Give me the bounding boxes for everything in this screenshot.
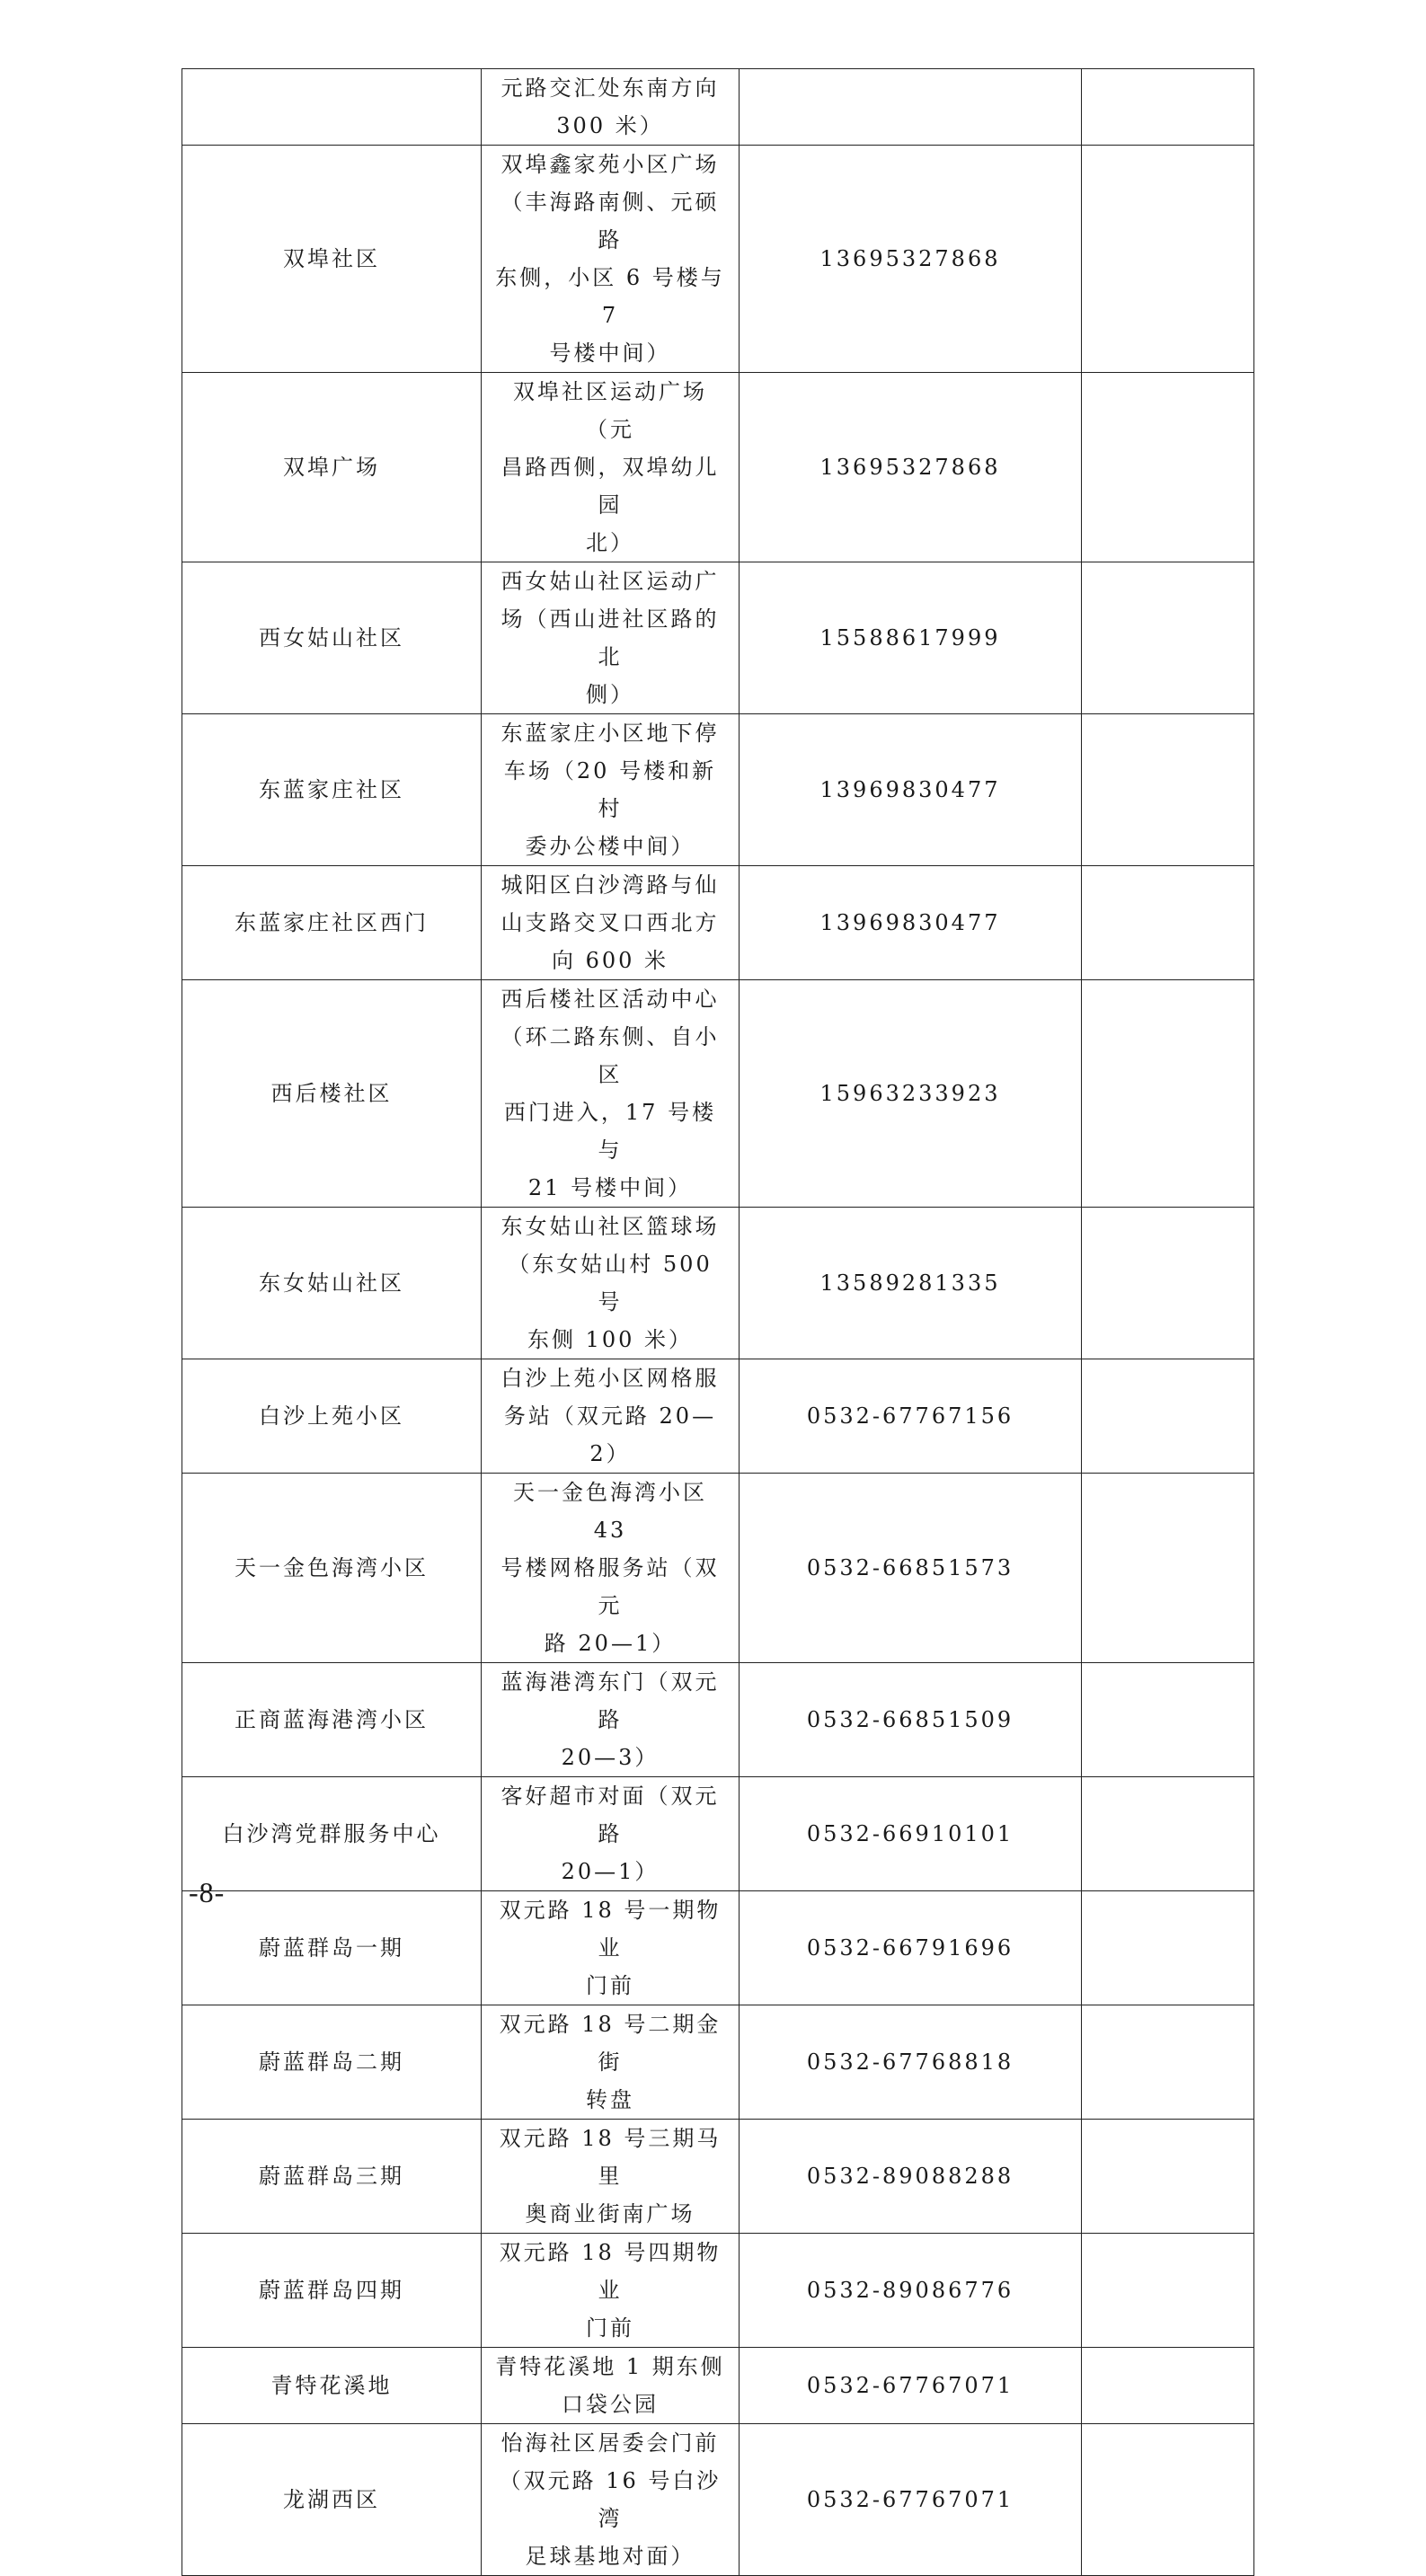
site-address-cell (482, 1891, 740, 2005)
contact-phone-cell: 0532-89088288 (740, 2120, 1082, 2234)
site-name-cell: 东蓝家庄社区 (182, 714, 482, 866)
table-row (182, 373, 1254, 562)
site-address-cell (482, 373, 740, 562)
site-address-cell (482, 2120, 740, 2234)
address-line: 天一金色海湾小区 43 (513, 1480, 707, 1543)
contact-phone-cell: 0532-66791696 (740, 1891, 1082, 2005)
table-row (182, 2424, 1254, 2576)
address-line: 东女姑山社区篮球场 (500, 1214, 720, 1239)
table-row (182, 980, 1254, 1208)
contact-phone-cell: 13695327868 (740, 146, 1082, 373)
note-cell (1082, 980, 1254, 1208)
table-row (182, 1474, 1254, 1663)
table-row (182, 714, 1254, 866)
contact-phone-cell: 0532-67768818 (740, 2005, 1082, 2120)
note-cell (1082, 373, 1254, 562)
table-row (182, 2348, 1254, 2424)
address-line: 务站（双元路 20—2） (503, 1403, 717, 1466)
sampling-sites-table (182, 68, 1254, 2576)
address-line: 双元路 18 号二期金街 (499, 2012, 722, 2075)
site-address-cell (482, 866, 740, 980)
table-row (182, 146, 1254, 373)
address-line: 20—1） (561, 1859, 660, 1884)
address-line: 足球基地对面） (525, 2544, 695, 2569)
site-address-cell (482, 2005, 740, 2120)
contact-phone-cell: 13969830477 (740, 714, 1082, 866)
contact-phone-cell: 0532-66910101 (740, 1777, 1082, 1891)
address-line: 300 米） (556, 113, 664, 138)
site-address-cell (482, 1663, 740, 1777)
page-number: -8- (189, 1876, 226, 1908)
address-line: 白沙上苑小区网格服 (500, 1366, 720, 1391)
table-row (182, 2234, 1254, 2348)
site-address-cell (482, 2348, 740, 2424)
address-line: （环二路东侧、自小区 (500, 1024, 720, 1087)
site-name-cell: 天一金色海湾小区 (182, 1474, 482, 1663)
note-cell (1082, 2005, 1254, 2120)
site-name-cell: 龙湖西区 (182, 2424, 482, 2576)
address-line: 蓝海港湾东门（双元路 (500, 1669, 720, 1732)
site-name-cell: 蔚蓝群岛二期 (182, 2005, 482, 2120)
note-cell (1082, 69, 1254, 146)
address-line: 门前 (586, 2315, 634, 2341)
note-cell (1082, 866, 1254, 980)
contact-phone-cell: 13969830477 (740, 866, 1082, 980)
site-address-cell (482, 980, 740, 1208)
site-name-cell (182, 69, 482, 146)
site-address-cell (482, 1359, 740, 1474)
address-line: 双元路 18 号一期物业 (499, 1898, 722, 1961)
note-cell (1082, 2424, 1254, 2576)
site-address-cell (482, 69, 740, 146)
note-cell (1082, 1208, 1254, 1359)
site-name-cell: 双埠社区 (182, 146, 482, 373)
note-cell (1082, 562, 1254, 714)
contact-phone-cell: 0532-67767071 (740, 2424, 1082, 2576)
site-name-cell: 白沙上苑小区 (182, 1359, 482, 1474)
address-line: 21 号楼中间） (527, 1175, 693, 1200)
site-address-cell (482, 2234, 740, 2348)
address-line: 20—3） (561, 1745, 660, 1770)
table-row (182, 1663, 1254, 1777)
address-line: 山支路交叉口西北方 (500, 910, 720, 935)
contact-phone-cell: 15588617999 (740, 562, 1082, 714)
address-line: 转盘 (586, 2087, 634, 2112)
site-address-cell (482, 1777, 740, 1891)
address-line: 东侧 100 米） (527, 1327, 694, 1352)
address-line: 客好超市对面（双元路 (500, 1784, 720, 1846)
contact-phone-cell: 13695327868 (740, 373, 1082, 562)
address-line: 双元路 18 号三期马里 (499, 2126, 722, 2189)
contact-phone-cell: 0532-66851509 (740, 1663, 1082, 1777)
note-cell (1082, 2120, 1254, 2234)
address-line: 委办公楼中间） (525, 834, 695, 859)
contact-phone-cell: 0532-66851573 (740, 1474, 1082, 1663)
site-address-cell (482, 714, 740, 866)
table-row (182, 1891, 1254, 2005)
address-line: 奥商业街南广场 (525, 2201, 695, 2226)
table-row (182, 2005, 1254, 2120)
site-address-cell (482, 146, 740, 373)
note-cell (1082, 2234, 1254, 2348)
table-row (182, 1208, 1254, 1359)
site-name-cell: 东蓝家庄社区西门 (182, 866, 482, 980)
site-name-cell: 正商蓝海港湾小区 (182, 1663, 482, 1777)
note-cell (1082, 714, 1254, 866)
note-cell (1082, 1777, 1254, 1891)
address-line: 口袋公园 (562, 2392, 659, 2417)
address-line: 路 20—1） (544, 1631, 677, 1656)
site-name-cell: 青特花溪地 (182, 2348, 482, 2424)
table-row (182, 562, 1254, 714)
address-line: 西门进入，17 号楼与 (503, 1100, 717, 1163)
address-line: （东女姑山村 500 号 (508, 1252, 713, 1315)
address-line: （双元路 16 号白沙湾 (499, 2468, 722, 2531)
address-line: 昌路西侧，双埠幼儿园 (500, 455, 720, 518)
address-line: （丰海路南侧、元硕路 (500, 190, 720, 252)
site-address-cell (482, 2424, 740, 2576)
address-line: 青特花溪地 1 期东侧 (495, 2354, 725, 2379)
table-row (182, 69, 1254, 146)
site-name-cell: 蔚蓝群岛一期 (182, 1891, 482, 2005)
site-name-cell: 西女姑山社区 (182, 562, 482, 714)
site-name-cell: 东女姑山社区 (182, 1208, 482, 1359)
note-cell (1082, 2348, 1254, 2424)
site-name-cell: 蔚蓝群岛三期 (182, 2120, 482, 2234)
contact-phone-cell: 13589281335 (740, 1208, 1082, 1359)
address-line: 城阳区白沙湾路与仙 (500, 872, 720, 898)
site-name-cell: 蔚蓝群岛四期 (182, 2234, 482, 2348)
note-cell (1082, 1891, 1254, 2005)
contact-phone-cell: 0532-67767156 (740, 1359, 1082, 1474)
address-line: 元路交汇处东南方向 (500, 75, 720, 101)
address-line: 场（西山进社区路的北 (500, 606, 720, 669)
site-address-cell (482, 1208, 740, 1359)
address-line: 侧） (586, 682, 634, 707)
site-name-cell: 白沙湾党群服务中心 (182, 1777, 482, 1891)
contact-phone-cell: 0532-67767071 (740, 2348, 1082, 2424)
site-name-cell: 西后楼社区 (182, 980, 482, 1208)
address-line: 双埠社区运动广场（元 (513, 379, 707, 442)
site-address-cell (482, 562, 740, 714)
address-line: 双埠鑫家苑小区广场 (500, 152, 720, 177)
table-row (182, 866, 1254, 980)
note-cell (1082, 1663, 1254, 1777)
address-line: 号楼网格服务站（双元 (500, 1555, 720, 1618)
site-name-cell: 双埠广场 (182, 373, 482, 562)
table-row (182, 2120, 1254, 2234)
address-line: 向 600 米 (551, 948, 669, 973)
table-body (182, 69, 1254, 2576)
address-line: 双元路 18 号四期物业 (499, 2240, 722, 2303)
note-cell (1082, 1474, 1254, 1663)
site-address-cell (482, 1474, 740, 1663)
address-line: 怡海社区居委会门前 (500, 2430, 720, 2456)
address-line: 西女姑山社区运动广 (500, 569, 720, 594)
address-line: 东侧，小区 6 号楼与 7 (495, 265, 725, 328)
note-cell (1082, 1359, 1254, 1474)
contact-phone-cell (740, 69, 1082, 146)
note-cell (1082, 146, 1254, 373)
table-row (182, 1777, 1254, 1891)
address-line: 北） (586, 530, 634, 555)
address-line: 车场（20 号楼和新村 (503, 758, 717, 821)
table-row (182, 1359, 1254, 1474)
address-line: 西后楼社区活动中心 (500, 987, 720, 1012)
contact-phone-cell: 15963233923 (740, 980, 1082, 1208)
address-line: 东蓝家庄小区地下停 (500, 721, 720, 746)
address-line: 门前 (586, 1973, 634, 1998)
address-line: 号楼中间） (549, 341, 671, 366)
contact-phone-cell: 0532-89086776 (740, 2234, 1082, 2348)
